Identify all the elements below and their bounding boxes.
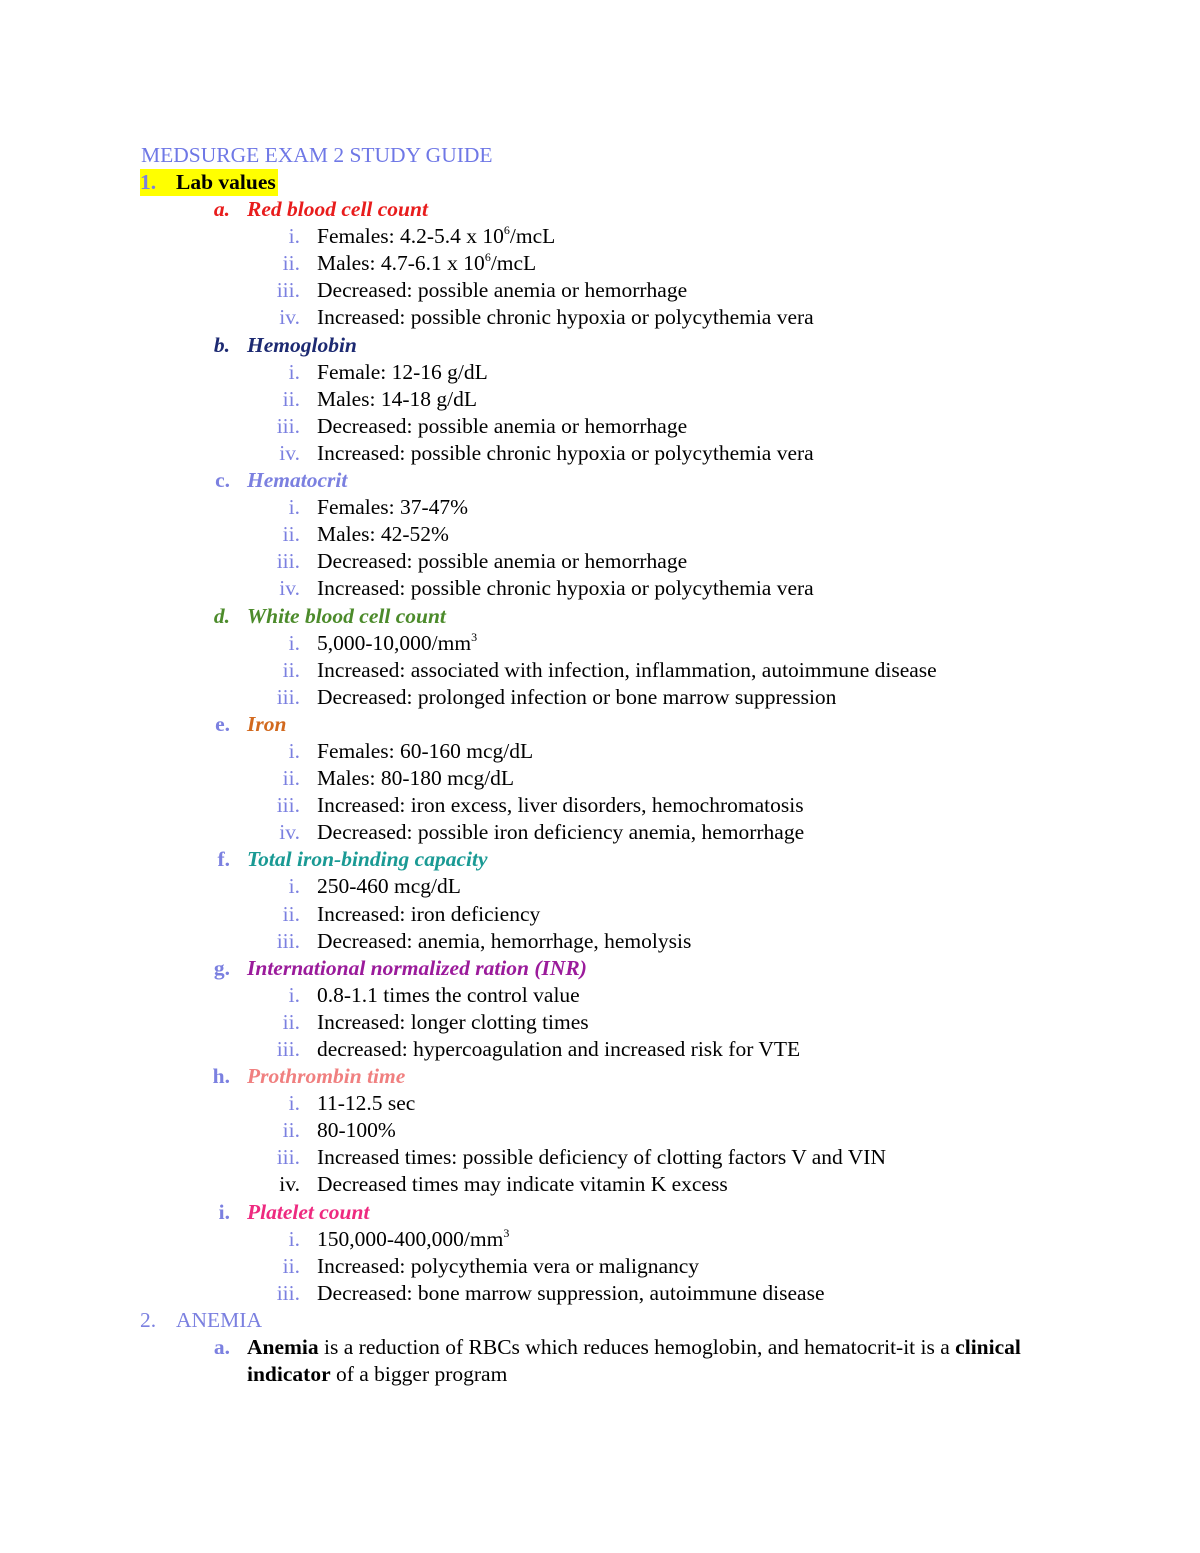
lab-item-heading <box>0 1063 1200 1090</box>
lab-value-line <box>0 277 1200 304</box>
lab-value-line <box>0 630 1200 657</box>
lab-item-heading <box>0 846 1200 873</box>
page-title <box>0 141 1200 169</box>
lab-value-text <box>317 630 477 657</box>
lab-value-line <box>0 1144 1200 1171</box>
lab-value-main: Decreased: possible anemia or hemorrhage <box>317 549 688 574</box>
section-number: 2. <box>140 1307 157 1332</box>
lab-item-letter: h. <box>212 1064 230 1089</box>
paragraph-text <box>247 1334 1027 1388</box>
lab-value-main: Increased times: possible deficiency of clotting factors V and VIN <box>317 1145 886 1170</box>
lab-value-text <box>317 765 514 792</box>
lab-item-label: Prothrombin time <box>247 1064 406 1089</box>
section-heading <box>0 169 1200 196</box>
lab-item-letter: i. <box>218 1199 230 1224</box>
lab-value-number: iii. <box>276 684 300 709</box>
lab-value-text <box>317 1009 589 1036</box>
lab-value-number: i. <box>288 1091 300 1116</box>
lab-value-text <box>317 440 814 467</box>
lab-item-label: Total iron-binding capacity <box>247 847 488 872</box>
lab-value-line <box>0 1226 1200 1253</box>
lab-value-text <box>317 413 687 440</box>
lab-value-text <box>317 684 836 711</box>
lab-item-heading <box>0 1199 1200 1226</box>
lab-value-text <box>317 819 804 846</box>
lab-value-line <box>0 738 1200 765</box>
lab-value-main: Increased: possible chronic hypoxia or polycythemia vera <box>317 440 814 465</box>
lab-value-number: i. <box>288 982 300 1007</box>
lab-value-line <box>0 765 1200 792</box>
lab-value-main: 250-460 mcg/dL <box>317 874 461 899</box>
lab-value-main: Decreased: prolonged infection or bone marrow suppression <box>317 684 837 709</box>
lab-item-label: Red blood cell count <box>247 197 428 222</box>
lab-value-superscript: 3 <box>503 1225 510 1240</box>
lab-value-superscript: 6 <box>503 223 510 238</box>
lab-item-letter: e. <box>215 711 230 736</box>
lab-value-text <box>317 359 488 386</box>
lab-value-main: Decreased: possible anemia or hemorrhage <box>317 278 688 303</box>
lab-value-line <box>0 657 1200 684</box>
lab-value-number: ii. <box>282 386 300 411</box>
lab-value-main: Decreased: anemia, hemorrhage, hemolysis <box>317 928 692 953</box>
lab-value-line <box>0 521 1200 548</box>
lab-value-main: Female: 12-16 g/dL <box>317 359 488 384</box>
lab-value-number: i. <box>288 224 300 249</box>
lab-value-text <box>317 738 533 765</box>
lab-item-label: White blood cell count <box>247 603 446 628</box>
outline-content <box>0 169 1200 1388</box>
lab-value-main: 80-100% <box>317 1118 396 1143</box>
lab-value-text <box>317 494 468 521</box>
lab-value-line <box>0 982 1200 1009</box>
lab-value-number: iii. <box>276 928 300 953</box>
lab-value-main: 150,000-400,000/mm <box>317 1226 504 1251</box>
lab-value-main: 11-12.5 sec <box>317 1091 416 1116</box>
lab-value-line <box>0 359 1200 386</box>
lab-value-text <box>317 1117 396 1144</box>
lab-item-letter: f. <box>217 847 230 872</box>
lab-value-number: i. <box>288 359 300 384</box>
lab-value-number: i. <box>288 738 300 763</box>
lab-value-number: ii. <box>282 901 300 926</box>
lab-value-superscript: 6 <box>484 250 491 265</box>
lab-value-number: i. <box>288 874 300 899</box>
lab-value-number: ii. <box>282 657 300 682</box>
lab-item-letter: g. <box>213 955 230 980</box>
lab-value-main: Males: 14-18 g/dL <box>317 386 478 411</box>
lab-item-label: Iron <box>247 711 287 736</box>
lab-value-line <box>0 1090 1200 1117</box>
lab-value-main: Decreased times may indicate vitamin K excess <box>317 1172 728 1197</box>
lab-value-main: Decreased: bone marrow suppression, autoimmune disease <box>317 1280 825 1305</box>
lab-value-line <box>0 1253 1200 1280</box>
lab-value-text <box>317 928 691 955</box>
lab-value-text <box>317 223 555 250</box>
lab-value-text <box>317 1226 509 1253</box>
anemia-paragraph <box>0 1334 1200 1388</box>
paragraph-letter: a. <box>213 1335 230 1360</box>
lab-value-line <box>0 684 1200 711</box>
lab-value-text <box>317 1090 415 1117</box>
section-label: Lab values <box>176 170 276 194</box>
paragraph-text-part: of a bigger program <box>330 1362 508 1387</box>
document-page <box>0 141 1200 1388</box>
lab-item-letter: c. <box>215 468 230 493</box>
lab-value-number: iii. <box>276 549 300 574</box>
lab-value-line <box>0 901 1200 928</box>
lab-value-line <box>0 873 1200 900</box>
lab-value-unit: /mcL <box>509 224 556 249</box>
lab-item-heading <box>0 467 1200 494</box>
lab-value-text <box>317 873 461 900</box>
lab-value-text <box>317 1171 728 1198</box>
lab-value-main: Males: 4.7-6.1 x 10 <box>317 251 485 276</box>
lab-value-line <box>0 1171 1200 1198</box>
lab-value-line <box>0 1009 1200 1036</box>
lab-value-text <box>317 1144 886 1171</box>
lab-value-unit: /mcL <box>490 251 537 276</box>
lab-value-text <box>317 250 536 277</box>
lab-value-superscript: 3 <box>471 629 478 644</box>
lab-value-main: Increased: iron excess, liver disorders, hemochromatosis <box>317 793 804 818</box>
lab-item-letter: b. <box>213 332 230 357</box>
lab-value-number: iv. <box>279 820 300 845</box>
lab-value-line <box>0 575 1200 602</box>
lab-value-main: Increased: iron deficiency <box>317 901 541 926</box>
lab-value-main: Females: 37-47% <box>317 495 469 520</box>
lab-value-line <box>0 223 1200 250</box>
lab-item-heading <box>0 603 1200 630</box>
lab-value-main: Increased: polycythemia vera or malignancy <box>317 1253 700 1278</box>
lab-value-number: ii. <box>282 766 300 791</box>
lab-item-heading <box>0 332 1200 359</box>
lab-value-line <box>0 1117 1200 1144</box>
lab-value-number: iii. <box>276 1280 300 1305</box>
lab-value-text <box>317 1253 699 1280</box>
lab-item-heading <box>0 196 1200 223</box>
lab-value-number: iv. <box>279 440 300 465</box>
lab-value-main: Females: 4.2-5.4 x 10 <box>317 224 504 249</box>
lab-value-main: Increased: longer clotting times <box>317 1009 589 1034</box>
lab-value-number: iii. <box>276 278 300 303</box>
lab-value-number: iv. <box>279 576 300 601</box>
lab-item-letter: d. <box>213 603 230 628</box>
lab-value-line <box>0 386 1200 413</box>
lab-value-number: iii. <box>276 413 300 438</box>
lab-value-line <box>0 440 1200 467</box>
lab-value-text <box>317 901 540 928</box>
lab-value-number: iii. <box>276 793 300 818</box>
section-number: 1. <box>140 169 176 196</box>
lab-value-text <box>317 277 687 304</box>
lab-item-label: International normalized ration (INR) <box>247 955 587 980</box>
lab-value-text <box>317 304 814 331</box>
lab-value-line <box>0 494 1200 521</box>
lab-value-line <box>0 250 1200 277</box>
section-label: ANEMIA <box>176 1307 262 1332</box>
lab-item-heading <box>0 955 1200 982</box>
lab-value-main: Decreased: possible anemia or hemorrhage <box>317 413 688 438</box>
lab-value-main: Increased: possible chronic hypoxia or polycythemia vera <box>317 305 814 330</box>
lab-value-main: 5,000-10,000/mm <box>317 630 472 655</box>
lab-value-number: ii. <box>282 1009 300 1034</box>
lab-value-main: Increased: associated with infection, inflammation, autoimmune disease <box>317 657 937 682</box>
lab-value-line <box>0 548 1200 575</box>
lab-value-text <box>317 982 580 1009</box>
paragraph-text-part: is a reduction of RBCs which reduces hemoglobin, and hematocrit-it is a <box>318 1335 956 1360</box>
lab-value-line <box>0 1036 1200 1063</box>
lab-value-text <box>317 657 937 684</box>
lab-value-text <box>317 792 804 819</box>
lab-value-number: i. <box>288 1226 300 1251</box>
lab-value-number: ii. <box>282 1253 300 1278</box>
lab-item-label: Hemoglobin <box>247 332 357 357</box>
lab-item-label: Hematocrit <box>247 468 348 493</box>
lab-value-text <box>317 1280 825 1307</box>
paragraph-bold-term: Anemia <box>247 1335 319 1360</box>
lab-item-letter: a. <box>213 197 230 222</box>
lab-item-heading <box>0 711 1200 738</box>
lab-value-main: Increased: possible chronic hypoxia or polycythemia vera <box>317 576 814 601</box>
lab-value-text <box>317 1036 800 1063</box>
lab-value-main: Females: 60-160 mcg/dL <box>317 738 534 763</box>
lab-value-line <box>0 792 1200 819</box>
lab-value-line <box>0 1280 1200 1307</box>
lab-value-number: iii. <box>276 1145 300 1170</box>
lab-value-text <box>317 575 814 602</box>
lab-value-number: ii. <box>282 522 300 547</box>
lab-value-number: i. <box>288 495 300 520</box>
lab-item-label: Platelet count <box>247 1199 370 1224</box>
section-heading <box>0 1307 1200 1334</box>
paragraph-bold-term: clinical indicator <box>247 1335 1021 1387</box>
lab-value-number: iii. <box>276 1037 300 1061</box>
lab-value-text <box>317 521 449 548</box>
lab-value-main: Males: 80-180 mcg/dL <box>317 766 515 791</box>
lab-value-main: Males: 42-52% <box>317 522 449 547</box>
lab-value-number: ii. <box>282 251 300 276</box>
lab-value-line <box>0 819 1200 846</box>
lab-value-main: decreased: hypercoagulation and increased risk for VTE <box>317 1037 801 1061</box>
lab-value-main: 0.8-1.1 times the control value <box>317 982 580 1007</box>
lab-value-main: Decreased: possible iron deficiency anemia, hemorrhage <box>317 820 805 845</box>
lab-value-number: iv. <box>279 305 300 330</box>
lab-value-text <box>317 386 477 413</box>
lab-value-number: iv. <box>279 1172 300 1197</box>
lab-value-line <box>0 304 1200 331</box>
lab-value-line <box>0 413 1200 440</box>
page-title-text: MEDSURGE EXAM 2 STUDY GUIDE <box>141 143 493 167</box>
lab-value-line <box>0 928 1200 955</box>
lab-value-number: i. <box>288 630 300 655</box>
lab-value-number: ii. <box>282 1118 300 1143</box>
lab-value-text <box>317 548 687 575</box>
